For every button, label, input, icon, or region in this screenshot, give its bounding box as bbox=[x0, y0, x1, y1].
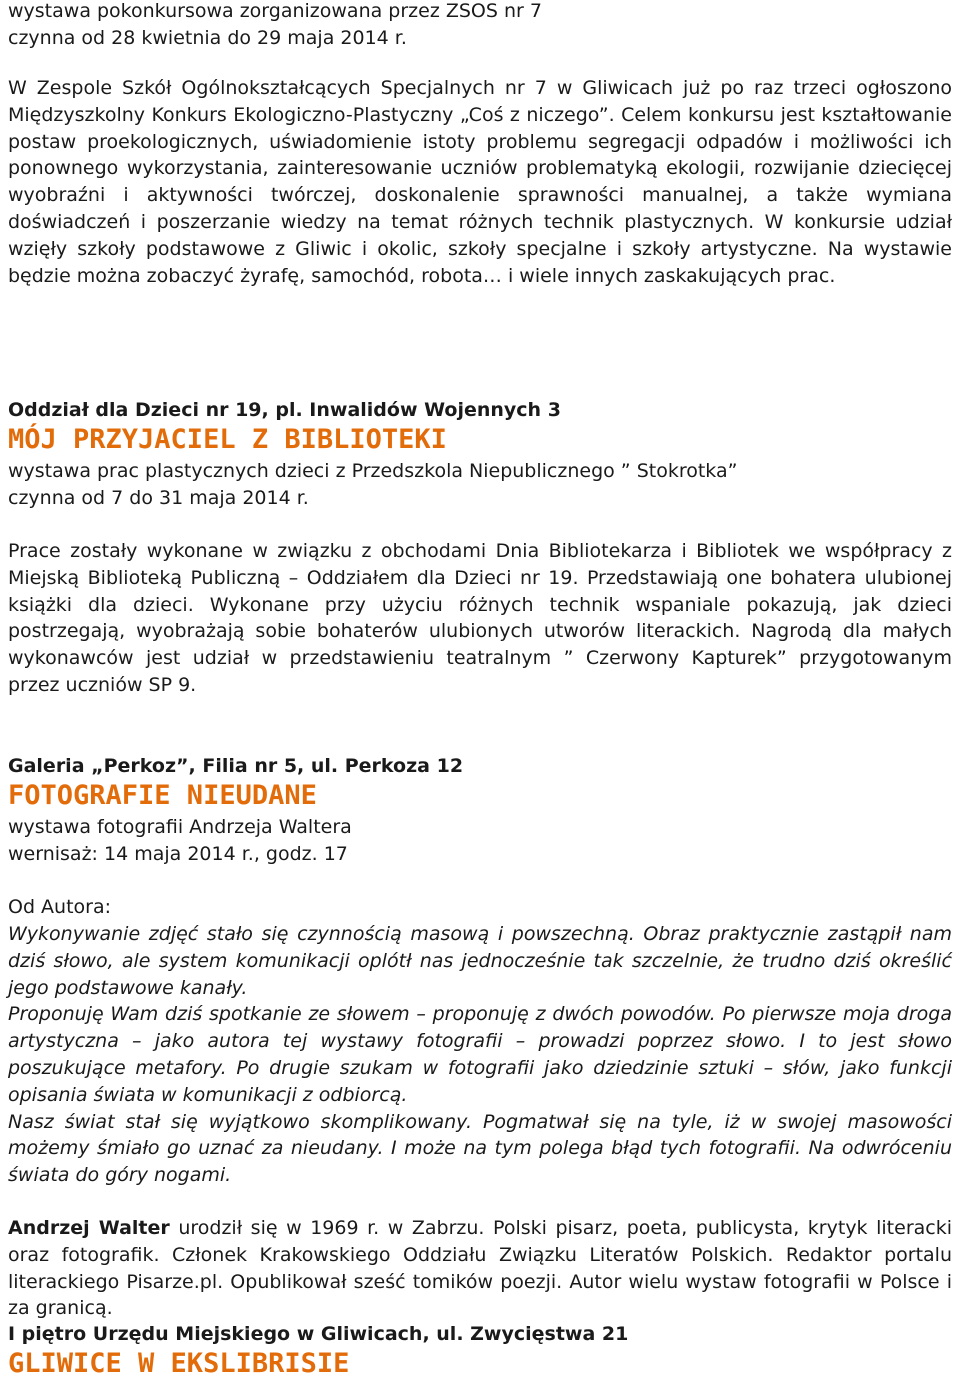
bio-text: urodził się w 1969 r. w Zabrzu. Polski pisarz, poeta, publicysta, krytyk literacki oraz fotografik. Członek Krakowskiego Oddziału Związku Literatów Polskich. Redaktor portalu literackiego Pisarze.pl. Opublikował sześć tomików poezji. Autor wielu wystaw fotografii w Polsce i za granicą. bbox=[8, 1217, 953, 1320]
quote-paragraph-1: Wykonywanie zdjęć stało się czynnością masową i powszechną. Obraz praktycznie zastąpił nam dziś słowo, ale system komunikacji oplótł nas jednocześnie tak szczelnie, że trudno dziś określić jego podstawowe kanały. bbox=[8, 923, 952, 999]
quote-paragraph-2: Proponuję Wam dziś spotkanie ze słowem – proponuję z dwóch powodów. Po pierwsze moja droga artystyczna – jako autora tej wystawy fotografii – prowadzi poprzez słowo. I to jest słowo poszukujące metafory. Po drugie szukam w fotografii jako dziedzinie sztuki – słów, jako funkcji opisania świata w komunikacji z odbiorcą. bbox=[8, 1003, 952, 1106]
quote-paragraph-3: Nasz świat stał się wyjątkowo skomplikowany. Pogmatwał się na tyle, iż w swojej masowości możemy śmiało go uznać za nieudany. I może na tym polega błąd tych fotografii. Na odwróceniu świata do góry nogami. bbox=[8, 1110, 952, 1187]
event1-paragraph: Prace zostały wykonane w związku z obchodami Dnia Bibliotekarza i Bibliotek we współpracy z Miejską Biblioteką Publiczną – Oddziałem dla Dzieci nr 19. Przedstawiają one bohatera ulubionej książki dla dzieci. Wykonane przy użyciu różnych technik wspaniale pokazują, jak dzieci postrzegają, wyobrażają sobie bohaterów ulubionych utworów literackich. Nagrodą dla małych wykonawców jest udział w przedstawieniu teatralnym ” Czerwony Kapturek” przygotowanym przez uczniów SP 9. bbox=[8, 540, 952, 696]
event2-subtitle: wystawa fotografii Andrzeja Waltera bbox=[8, 816, 352, 838]
event1-subtitle: wystawa prac plastycznych dzieci z Przedszkola Niepublicznego ” Stokrotka” bbox=[8, 460, 738, 482]
intro-paragraph: W Zespole Szkół Ogólnokształcących Specjalnych nr 7 w Gliwicach już po raz trzeci ogłoszono Międzyszkolny Konkurs Ekologiczno-Plastyczny „Coś z niczego”. Celem konkursu jest kształtowanie postaw proekologicznych, uświadomienie istoty problemu segregacji odpadów i możliwości ich ponownego wykorzystania, zainteresowanie uczniów problematyką ekologii, rozwijanie dziecięcej wyobraźni i aktywności twórczej, doskonalenie sprawności manualnej, a także wymiana doświadczeń i poszerzanie wiedzy na temat różnych technik plastycznych. W konkursie udział wzięły szkoły podstawowe z Gliwic i okolic, szkoły specjalne i szkoły artystyczne. Na wystawie będzie można zobaczyć żyrafę, samochód, robota… i wiele innych zaskakujących prac. bbox=[8, 77, 952, 287]
event3-location: I piętro Urzędu Miejskiego w Gliwicach, ul. Zwycięstwa 21 bbox=[8, 1323, 629, 1345]
event3-title: GLIWICE W EKSLIBRISIE bbox=[8, 1348, 350, 1379]
author-label: Od Autora: bbox=[8, 896, 112, 918]
event1-dates: czynna od 7 do 31 maja 2014 r. bbox=[8, 487, 309, 509]
event1-location: Oddział dla Dzieci nr 19, pl. Inwalidów Wojennych 3 bbox=[8, 399, 561, 421]
event2-title: FOTOGRAFIE NIEUDANE bbox=[8, 780, 317, 811]
author-bio bbox=[8, 1215, 952, 1322]
intro-line-1: wystawa pokonkursowa zorganizowana przez ZSOS nr 7 bbox=[8, 0, 542, 22]
bio-name: Andrzej Walter bbox=[8, 1217, 170, 1239]
event2-vernissage: wernisaż: 14 maja 2014 r., godz. 17 bbox=[8, 843, 348, 865]
intro-line-2: czynna od 28 kwietnia do 29 maja 2014 r. bbox=[8, 26, 407, 49]
author-quote bbox=[8, 921, 952, 1189]
event2-location: Galeria „Perkoz”, Filia nr 5, ul. Perkoza 12 bbox=[8, 755, 464, 777]
event1-title: MÓJ PRZYJACIEL Z BIBLIOTEKI bbox=[8, 424, 447, 455]
